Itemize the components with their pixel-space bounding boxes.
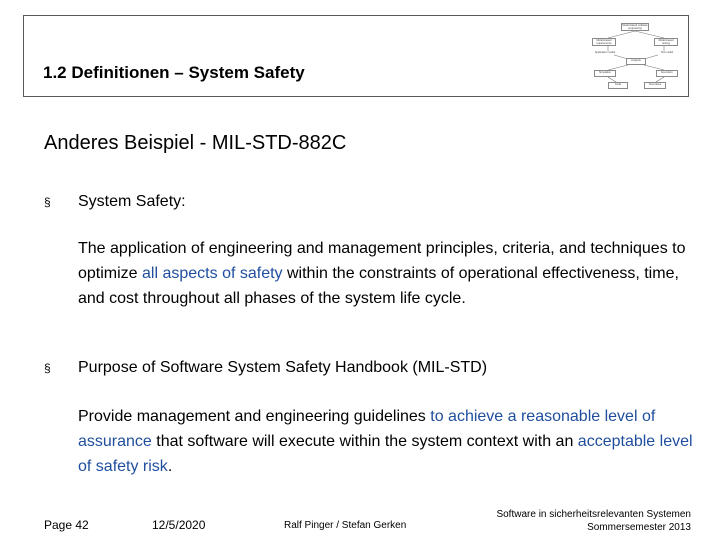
slide-header — [23, 15, 689, 97]
highlighted-text: all aspects of safety — [142, 265, 283, 282]
footer-course — [496, 508, 691, 534]
slide-title: 1.2 Definitionen – System Safety — [43, 63, 305, 82]
bullet-marker: § — [44, 195, 51, 209]
highlighted-text: to achieve a reasonable level of assurance — [78, 408, 656, 450]
diagram-node-mbse: Model-based software engineering — [622, 24, 648, 30]
body-text: Provide management and engineering guidelines — [78, 408, 431, 425]
bullet-marker: § — [44, 361, 51, 375]
diagram-node-testcases: Test cases — [644, 82, 666, 89]
item-body-system-safety — [78, 236, 698, 311]
footer-page-number: Page 42 — [44, 518, 89, 532]
body-text: The application of engineering and management principles, criteria, and techniques to optimize — [78, 240, 686, 282]
footer-authors: Ralf Pinger / Stefan Gerken — [284, 520, 407, 531]
item-heading-handbook-purpose: Purpose of Software System Safety Handbook (MIL-STD) — [78, 359, 488, 376]
diagram-node-simulation: Simulation — [594, 70, 616, 77]
highlighted-text: acceptable level of safety risk — [78, 433, 693, 475]
item-body-handbook-purpose — [78, 404, 698, 479]
diagram-node-requirements: Model-based requirements — [592, 38, 616, 46]
footer-course-title: Software in sicherheitsrelevanten Systemen — [496, 509, 691, 520]
item-heading-system-safety: System Safety: — [78, 193, 186, 210]
body-text: within the constraints of operational effectiveness, time, and cost throughout all phases of the system life cycle. — [78, 265, 679, 307]
diagram-node-code: Code — [608, 82, 628, 89]
diagram-label-test-model: Test model — [660, 51, 674, 54]
footer-semester: Sommersemester 2013 — [587, 522, 691, 533]
diagram-node-testing: Model-based testing — [654, 38, 678, 46]
body-text: that software will execute within the system context with an — [151, 433, 578, 450]
diagram-node-execution: Execution — [656, 70, 678, 77]
slide-subtitle: Anderes Beispiel - MIL-STD-882C — [44, 132, 347, 154]
mbse-diagram — [586, 21, 684, 95]
body-text: . — [167, 458, 173, 475]
diagram-label-app-model: Application model — [594, 51, 616, 54]
diagram-node-analysis: Analysis — [626, 58, 646, 65]
footer-date: 12/5/2020 — [152, 518, 206, 532]
